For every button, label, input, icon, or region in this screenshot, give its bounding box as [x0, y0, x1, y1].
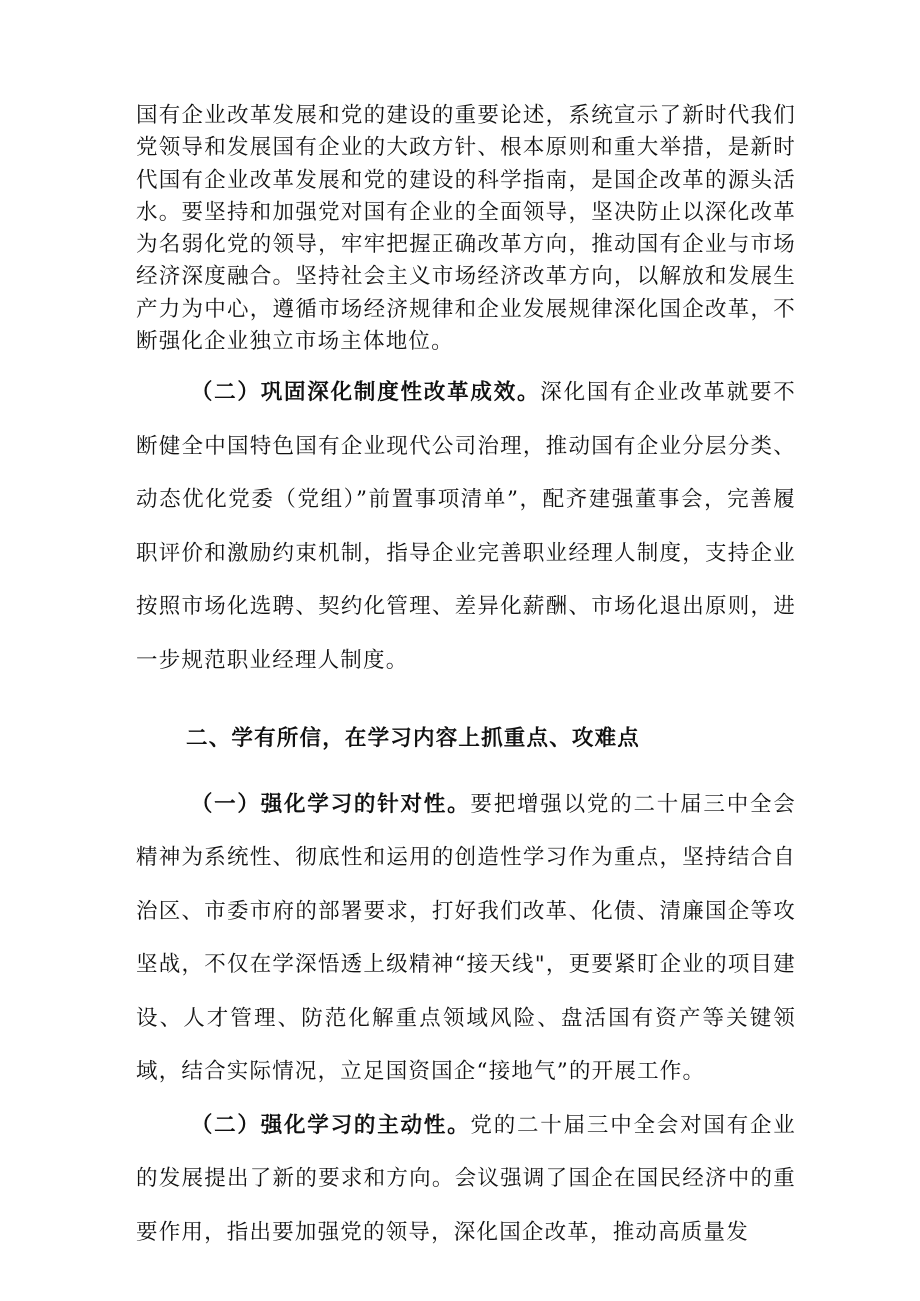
paragraph-continuation: 国有企业改革发展和党的建设的重要论述，系统宣示了新时代我们党领导和发展国有企业的大政方针、根本原则和重大举措，是新时代国有企业改革发展和党的建设的科学指南，是国企改革的源头活水。要坚持和加强党对国有企业的全面领导，坚决防止以深化改革为名弱化党的领导，牢牢把握正确改革方向，推动国有企业与市场经济深度融合。坚持社会主义市场经济改革方向，以解放和发展生产力为中心，遵循市场经济规律和企业发展规律深化国企改革，不断强化企业独立市场主体地位。 [136, 103, 796, 355]
spacer [136, 766, 796, 778]
paragraph-lead: （一）强化学习的针对性。 [190, 791, 471, 817]
paragraph-lead: （二）强化学习的主动性。 [190, 1112, 471, 1138]
paragraph-body: 党的二十届三中全会对国有企业的发展提出了新的要求和方向。会议强调了国企在国民经济中的重要作用，指出要加强党的领导，深化国企改革，推动高质量发 [136, 1112, 796, 1245]
section-heading: 二、学有所信，在学习内容上抓重点、攻难点 [186, 726, 641, 752]
paragraph-body: 深化国有企业改革就要不断健全中国特色国有企业现代公司治理，推动国有企业分层分类、动态优化党委（党组）”前置事项清单”，配齐建强董事会，完善履职评价和激励约束机制，指导企业完善职业经理人制度，支持企业按照市场化选聘、契约化管理、差异化薪酬、市场化退出原则，进一步规范职业经理人制度。 [136, 380, 796, 673]
paragraph-lead: （二）巩固深化制度性改革成效。 [190, 380, 541, 406]
paragraph-targeted-learning [136, 778, 796, 1099]
paragraph-institutional-reform [136, 366, 796, 687]
spacer [136, 358, 796, 366]
paragraph-active-learning [136, 1099, 796, 1260]
document-page [136, 100, 796, 1259]
spacer [136, 687, 796, 712]
paragraph-body: 要把增强以党的二十届三中全会精神为系统性、彻底性和运用的创造性学习作为重点，坚持结合自治区、市委市府的部署要求，打好我们改革、化债、清廉国企等攻坚战，不仅在学深悟透上级精神“接天线"，更要紧盯企业的项目建设、人才管理、防范化解重点领域风险、盘活国有资产等关键领域，结合实际情况，立足国资国企“接地气”的开展工作。 [136, 791, 796, 1085]
